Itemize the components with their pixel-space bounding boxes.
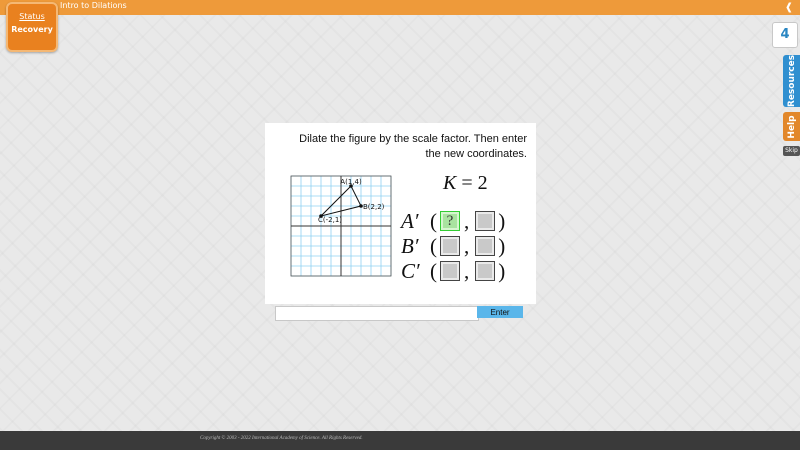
point-label-b: B′ [401, 234, 419, 258]
problem-card [265, 123, 536, 304]
coordinate-grid [288, 173, 394, 279]
scale-factor-var: K [443, 172, 457, 194]
status-value: Recovery [11, 25, 53, 34]
a-x-input[interactable]: ? [440, 211, 460, 231]
answer-row-c: C′ ( , ) [401, 259, 506, 283]
b-y-input[interactable] [475, 236, 495, 256]
point-label-a: A′ [401, 209, 419, 233]
footer [0, 431, 800, 450]
copyright-text: Copyright © 2003 - 2022 International Academy of Science. All Rights Reserved. [200, 436, 363, 441]
help-label: Help [786, 114, 797, 139]
enter-button[interactable]: Enter [477, 306, 523, 318]
skip-button[interactable]: Skip [783, 146, 800, 156]
back-arrow-icon[interactable]: ❰ [784, 2, 794, 13]
problem-counter: 4 [772, 22, 798, 48]
problem-prompt [265, 132, 527, 162]
a-y-input[interactable] [475, 211, 495, 231]
prompt-line-1: Dilate the figure by the scale factor. Then enter [299, 133, 527, 145]
help-tab[interactable] [783, 112, 800, 141]
point-label-c: C(-2,1) [318, 216, 343, 224]
c-x-input[interactable] [440, 261, 460, 281]
answer-input[interactable] [275, 306, 479, 321]
c-y-input[interactable] [475, 261, 495, 281]
scale-factor-value: = 2 [456, 172, 488, 194]
b-x-input[interactable] [440, 236, 460, 256]
answer-row-b: B′ ( , ) [401, 234, 506, 258]
status-badge [6, 2, 58, 52]
resources-label: Resources [786, 54, 797, 108]
lesson-title: Intro to Dilations [60, 1, 127, 10]
top-bar [0, 0, 800, 15]
answer-row-a: A′ ( ? , ) [401, 209, 506, 233]
prompt-line-2: the new coordinates. [425, 148, 527, 160]
point-label-a: A(1,4) [340, 178, 362, 186]
resources-tab[interactable] [783, 55, 800, 107]
status-link[interactable]: Status [19, 12, 45, 21]
point-label-c: C′ [401, 259, 420, 283]
scale-factor-equation [443, 172, 488, 195]
point-label-b: B(2,2) [363, 203, 385, 211]
